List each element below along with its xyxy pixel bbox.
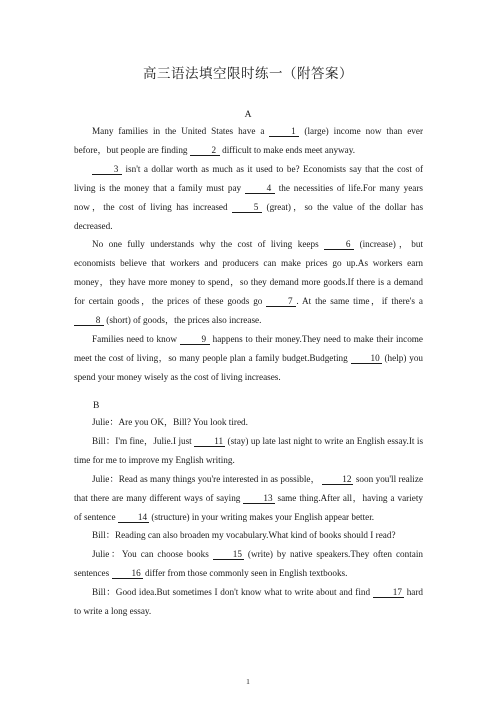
blank-1[interactable]: 1 — [269, 126, 299, 137]
blank-11[interactable]: 11 — [194, 436, 225, 447]
section-b-heading: B — [93, 401, 100, 411]
blank-16[interactable]: 16 — [112, 568, 143, 579]
dialogue-line-3: Julie：Read as many things you're interested in as possible， 12 soon you'll realize that there are many different ways of saying 13 same thing.After all，having a variety of sentence 14 (structure) in your writing makes your English appear better. — [74, 473, 424, 522]
blank-6[interactable]: 6 — [324, 239, 354, 250]
page-title: 高三语法填空限时练一（附答案） — [143, 66, 353, 81]
blank-7[interactable]: 7 — [266, 296, 296, 307]
blank-12[interactable]: 12 — [322, 474, 353, 485]
blank-2[interactable]: 2 — [190, 145, 220, 156]
dialogue-line-2: Bill：I'm fine，Julie.I just 11 (stay) up late last night to write an English essay.It is time for me to improve my English writing. — [74, 435, 424, 465]
paragraph-a2: 3 isn't a dollar worth as much as it used to be? Economists say that the cost of living is the money that a family must pay 4 the necessities of life.For many years now，the cost of living has increased 5 (great)，so the value of the dollar has decreased. — [74, 163, 424, 231]
paragraph-a3: No one fully understands why the cost of living keeps 6 (increase)，but economists believe that workers and producers can make prices go up.As workers earn money，they have more money to spend，so they demand more goods.If there is a demand for certain goods，the prices of these goods go 7 . At the same time，if there's a 8 (short) of goods，the prices also increase. — [74, 239, 424, 326]
blank-4[interactable]: 4 — [245, 183, 275, 194]
blank-5[interactable]: 5 — [232, 202, 262, 213]
blank-8[interactable]: 8 — [74, 315, 104, 326]
page-number: 1 — [246, 677, 250, 686]
dialogue-line-4: Bill：Reading can also broaden my vocabulary.What kind of books should I read? — [92, 530, 396, 541]
section-a-heading: A — [244, 110, 252, 120]
dialogue-line-6: Bill：Good idea.But sometimes I don't know what to write about and find 17 hard to write a long essay. — [74, 587, 424, 617]
blank-17[interactable]: 17 — [373, 587, 404, 598]
paragraph-a1: Many families in the United States have a 1 (large) income now than ever before，but people are finding 2 difficult to make ends meet anyway. — [74, 126, 424, 155]
blank-10[interactable]: 10 — [351, 353, 382, 364]
dialogue-line-1: Julie：Are you OK，Bill? You look tired. — [92, 417, 248, 427]
blank-14[interactable]: 14 — [118, 512, 149, 523]
section-a-body — [74, 122, 423, 387]
blank-15[interactable]: 15 — [213, 549, 244, 560]
blank-9[interactable]: 9 — [180, 334, 210, 345]
blank-13[interactable]: 13 — [243, 493, 274, 504]
dialogue-line-5: Julie：You can choose books 15 (write) by native speakers.They often contain sentences 16 differ from those commonly seen in English textbooks. — [74, 549, 424, 579]
paragraph-a4: Families need to know 9 happens to their money.They need to make their income meet the cost of living，so many people plan a family budget.Budgeting 10 (help) you spend your money wisely as the cost of living increases. — [74, 333, 424, 382]
blank-3[interactable]: 3 — [92, 164, 122, 175]
section-b-body — [74, 413, 423, 621]
